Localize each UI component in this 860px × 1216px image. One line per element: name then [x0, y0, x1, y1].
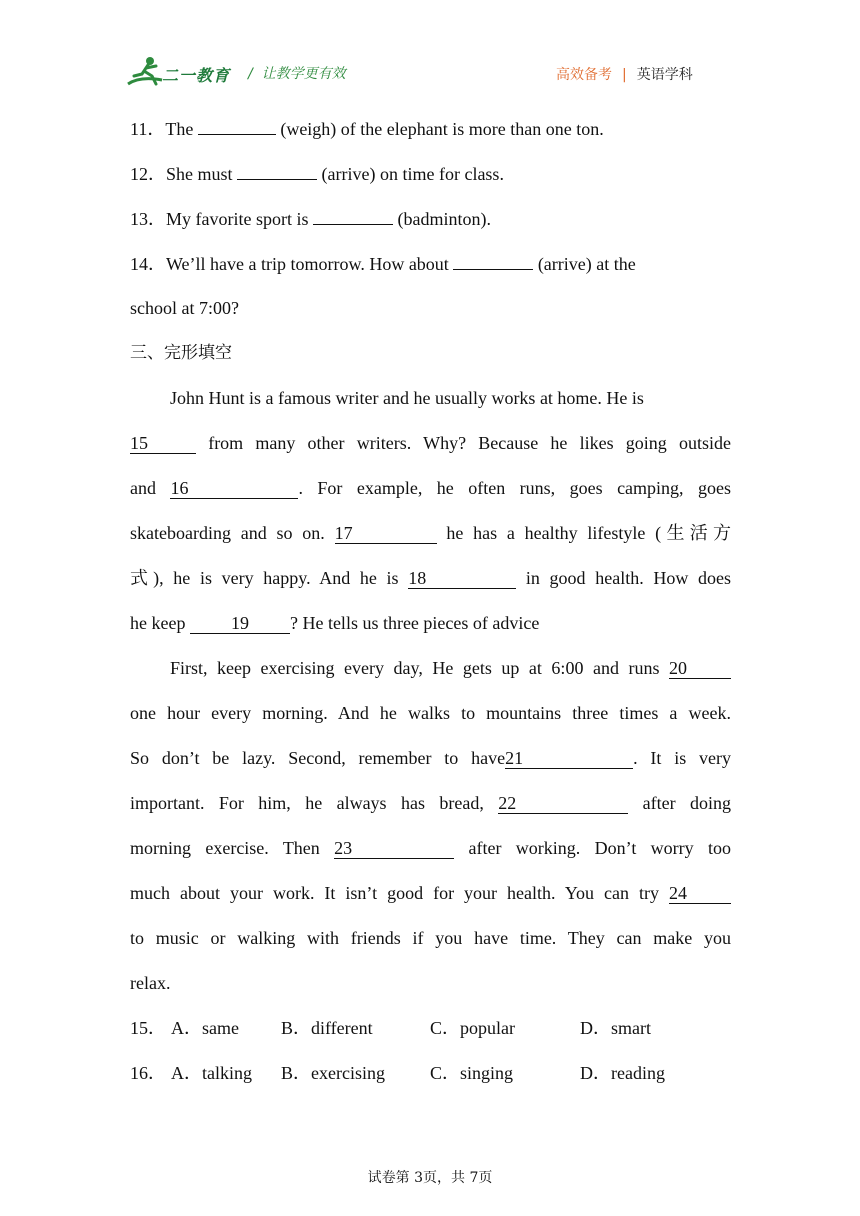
question-13: 13．My favorite sport is (badminton).	[130, 206, 491, 231]
passage-line-6: he keep 19 ? He tells us three pieces of advice	[130, 613, 540, 633]
brand-name: 二一教育	[162, 66, 231, 85]
option-15-a[interactable]: A．same	[171, 1018, 239, 1038]
passage-line-4: skateboarding and so on. 17 he has a healthy lifestyle (生活方	[130, 523, 731, 543]
option-15-c[interactable]: C．popular	[430, 1018, 515, 1038]
option-15-b[interactable]: B．different	[281, 1018, 373, 1038]
passage-line-13: to music or walking with friends if you have time. They can make you	[130, 928, 731, 948]
passage-line-1: John Hunt is a famous writer and he usually works at home. He is	[170, 388, 644, 408]
passage-line-14: relax.	[130, 973, 171, 993]
option-16-d[interactable]: D．reading	[580, 1063, 665, 1083]
header-right	[556, 64, 693, 84]
header-separator: |	[622, 67, 627, 83]
option-16-c[interactable]: C．singing	[430, 1063, 514, 1083]
blank-18: 18	[408, 568, 516, 589]
blank-19: 19	[190, 613, 290, 634]
page-header	[0, 0, 860, 100]
passage-line-2: 15 from many other writers. Why? Because he likes going outside	[130, 433, 731, 453]
slogan: / 让教学更有效	[248, 66, 346, 82]
question-12: 12．She must (arrive) on time for class.	[130, 161, 504, 186]
passage-line-12: much about your work. It isn’t good for your health. You can try 24	[130, 881, 731, 905]
option-16-a[interactable]: A．talking	[171, 1063, 252, 1083]
passage-line-10: important. For him, he always has bread, 22 after doing	[130, 793, 732, 813]
blank-21: 21	[505, 748, 633, 769]
subject-label: 英语学科	[636, 67, 693, 83]
passage-line-5: 式), he is very happy. And he is 18 in good health. How does	[130, 568, 732, 588]
section-title: 三、完形填空	[130, 343, 232, 363]
blank-24: 24	[669, 883, 731, 904]
question-14-cont: school at 7:00?	[130, 298, 239, 318]
question-11: 11．The (weigh) of the elephant is more than one ton.	[130, 116, 604, 141]
passage-line-8: one hour every morning. And he walks to mountains three times a week.	[130, 703, 731, 723]
option-15-d[interactable]: D．smart	[580, 1018, 651, 1038]
blank-23: 23	[334, 838, 454, 859]
options-15: 15． A．same B．different C．popular D．smart	[130, 1018, 651, 1038]
passage-line-9: So don’t be lazy. Second, remember to have21 . It is very	[130, 748, 731, 768]
passage-line-7: First, keep exercising every day, He gets up at 6:00 and runs 20	[170, 656, 731, 680]
question-14: 14．We’ll have a trip tomorrow. How about (arrive) at the	[130, 251, 636, 276]
page-footer: 试卷第 3页，共 7页	[367, 1170, 493, 1186]
passage-line-11: morning exercise. Then 23 after working. Don’t worry too	[130, 838, 731, 858]
blank-16: 16	[170, 478, 298, 499]
blank-20: 20	[669, 658, 731, 679]
exam-label: 高效备考	[556, 67, 612, 83]
option-16-b[interactable]: B．exercising	[281, 1063, 385, 1083]
passage-line-3: and 16 . For example, he often runs, goes camping, goes	[130, 478, 731, 498]
blank-22: 22	[498, 793, 628, 814]
blank-15: 15	[130, 433, 196, 454]
options-16: 16． A．talking B．exercising C．singing D．reading	[130, 1063, 665, 1083]
blank-17: 17	[335, 523, 437, 544]
